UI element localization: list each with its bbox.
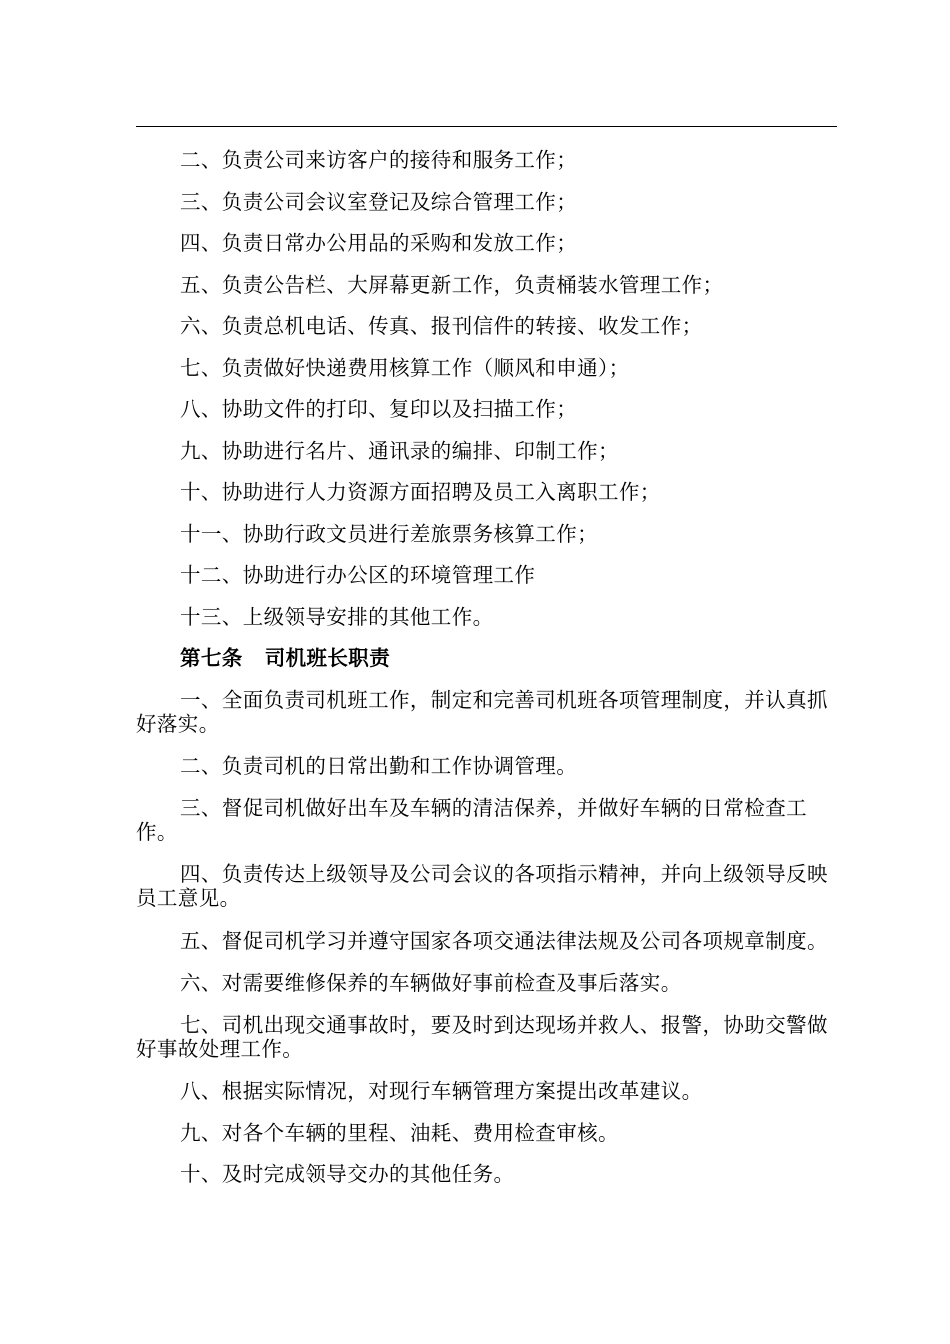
list-item: 七、司机出现交通事故时，要及时到达现场并救人、报警，协助交警做好事故处理工作。 [136, 1012, 828, 1061]
header-rule [136, 126, 837, 127]
list-item: 二、负责司机的日常出勤和工作协调管理。 [180, 754, 578, 778]
list-item: 六、负责总机电话、传真、报刊信件的转接、收发工作； [180, 314, 703, 338]
list-item: 五、负责公告栏、大屏幕更新工作，负责桶装水管理工作； [180, 272, 724, 297]
article-heading [136, 642, 828, 684]
list-item: 二、负责公司来访客户的接待和服务工作； [180, 148, 578, 172]
article-number: 第七条 [180, 646, 243, 670]
list-item: 十一、协助行政文员进行差旅票务核算工作； [180, 521, 598, 546]
list-item: 四、负责日常办公用品的采购和发放工作； [180, 231, 578, 255]
list-item: 九、协助进行名片、通讯录的编排、印制工作； [180, 438, 619, 463]
list-item: 七、负责做好快递费用核算工作（顺风和申通）； [180, 355, 630, 380]
list-item: 八、根据实际情况，对现行车辆管理方案提出改革建议。 [180, 1079, 703, 1103]
duty-list-b [136, 684, 828, 1186]
list-item: 三、督促司机做好出车及车辆的清洁保养，并做好车辆的日常检查工作。 [136, 795, 807, 844]
duty-list-a [136, 144, 828, 642]
list-item: 九、对各个车辆的里程、油耗、费用检查审核。 [180, 1120, 619, 1145]
list-item: 八、协助文件的打印、复印以及扫描工作； [180, 397, 578, 421]
list-item: 三、负责公司会议室登记及综合管理工作； [180, 189, 578, 214]
list-item: 十三、上级领导安排的其他工作。 [180, 604, 494, 629]
article-title: 司机班长职责 [264, 646, 391, 670]
list-item: 一、全面负责司机班工作，制定和完善司机班各项管理制度，并认真抓好落实。 [136, 687, 828, 736]
list-item: 十二、协助进行办公区的环境管理工作 [180, 563, 536, 587]
list-item: 六、对需要维修保养的车辆做好事前检查及事后落实。 [180, 971, 682, 995]
list-item: 十、协助进行人力资源方面招聘及员工入离职工作； [180, 480, 661, 504]
list-item: 四、负责传达上级领导及公司会议的各项指示精神，并向上级领导反映员工意见。 [136, 862, 828, 910]
list-item: 十、及时完成领导交办的其他任务。 [180, 1162, 515, 1186]
document-body [136, 144, 828, 1200]
list-item: 五、督促司机学习并遵守国家各项交通法律法规及公司各项规章制度。 [180, 928, 828, 953]
